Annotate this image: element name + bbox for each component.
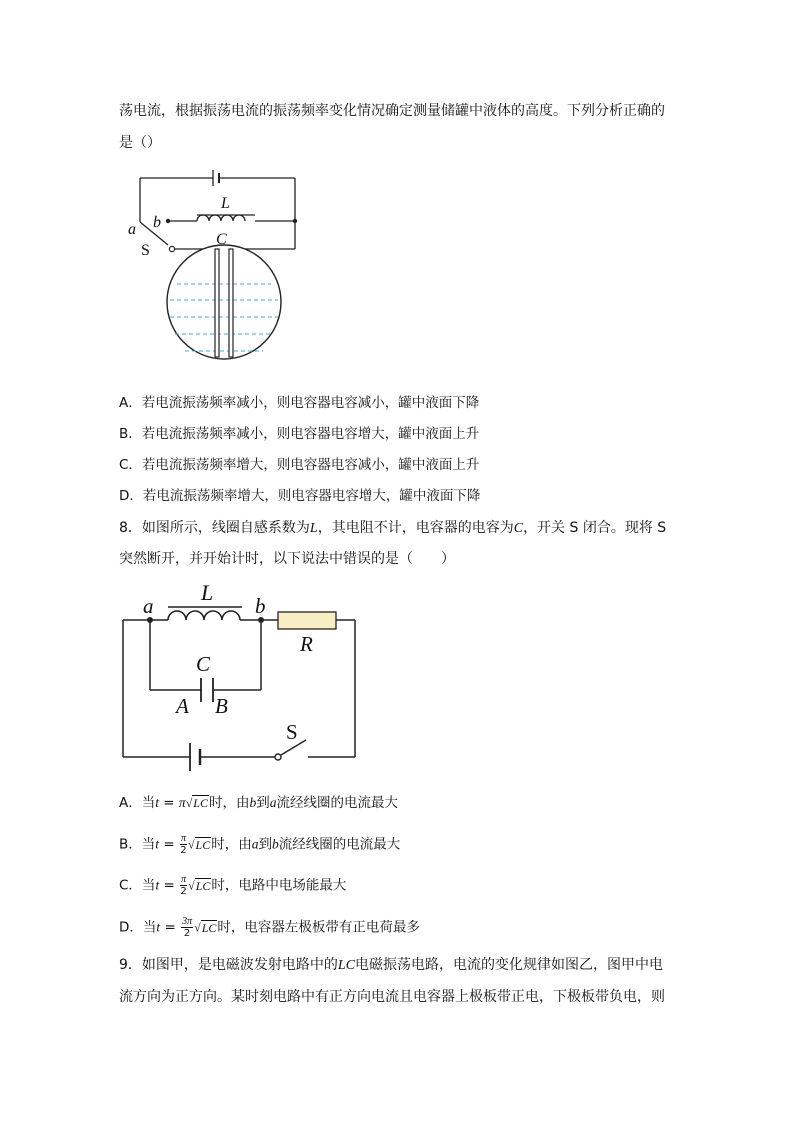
q7-capacitor-plate-left	[215, 249, 219, 357]
q8-label-a: a	[143, 594, 154, 618]
q7-label-b: b	[153, 214, 161, 231]
q7-option-b: B．若电流振荡频率减小，则电容器电容增大，罐中液面上升	[119, 426, 480, 442]
q8-label-A: A	[176, 694, 189, 718]
sqrt-icon: √LC	[188, 878, 211, 893]
q7-terminal-s	[169, 246, 174, 251]
q7-option-d: D．若电流振荡频率增大，则电容器电容增大，罐中液面下降	[119, 488, 481, 504]
sqrt-icon: √LC	[185, 796, 208, 810]
q8-stem-line-1: 8．如图所示，线圈自感系数为L，其电阻不计，电容器的电容为C，开关 S 闭合。现将 S	[119, 520, 667, 536]
q7-capacitor-plate-right	[229, 249, 233, 357]
q8-option-c: C．当t = $\frac{\pi}{2}$ √LC时，电路中电场能最大	[119, 874, 347, 897]
sqrt-icon: √LC	[187, 837, 211, 852]
q8-stem-line-2: 突然断开，并开始计时，以下说法中错误的是（ ）	[119, 551, 455, 567]
q7-label-C: C	[216, 231, 227, 248]
q7-label-a: a	[128, 221, 136, 238]
fraction: $\frac{\pi}{2}$	[180, 874, 187, 897]
q7-label-L: L	[221, 195, 230, 212]
intro-line-2: 是（）	[119, 135, 161, 151]
q7-circuit-figure	[125, 160, 325, 360]
q7-inductor-coil	[197, 215, 245, 221]
q8-label-C: C	[196, 652, 211, 676]
q8-resistor	[278, 612, 336, 629]
fraction: $\frac{3\pi}{2}$	[182, 916, 193, 939]
q9-stem-line-1: 9．如图甲，是电磁波发射电路中的LC电磁振荡电路，电流的变化规律如图乙，图甲中电	[119, 957, 664, 973]
q8-option-b: B．当t = $\frac{\pi}{2}$ √LC时，由a到b流经线圈的电流最大	[119, 833, 401, 856]
q8-label-L: L	[201, 580, 214, 605]
q7-option-c: C．若电流振荡频率增大，则电容器电容减小，罐中液面上升	[119, 457, 480, 473]
intro-line-1: 荡电流，根据振荡电流的振荡频率变化情况确定测量储罐中液体的高度。下列分析正确的	[119, 103, 665, 119]
q7-option-a: A．若电流振荡频率减小，则电容器电容减小，罐中液面下降	[119, 395, 480, 411]
q8-label-R: R	[300, 632, 313, 656]
q8-circuit-figure	[118, 580, 368, 770]
q8-label-B: B	[215, 694, 228, 718]
q7-label-S: S	[141, 242, 150, 259]
q8-inductor-coil	[168, 611, 240, 620]
q7-node-right	[293, 219, 297, 223]
q8-switch-pivot	[275, 754, 281, 760]
q8-label-S: S	[286, 720, 298, 744]
q7-tank	[167, 245, 281, 359]
q8-option-a: A．当t = π√LC时，由b到a流经线圈的电流最大	[119, 795, 398, 811]
q8-label-b: b	[255, 594, 266, 618]
fraction: $\frac{\pi}{2}$	[180, 833, 187, 856]
q9-stem-line-2: 流方向为正方向。某时刻电路中有正方向电流且电容器上极板带正电，下极板带负电，则	[119, 989, 665, 1005]
sqrt-icon: √LC	[194, 920, 217, 935]
q8-option-d: D．当t = $\frac{3\pi}{2}$ √LC时，电容器左极板带有正电荷最多	[119, 916, 420, 939]
